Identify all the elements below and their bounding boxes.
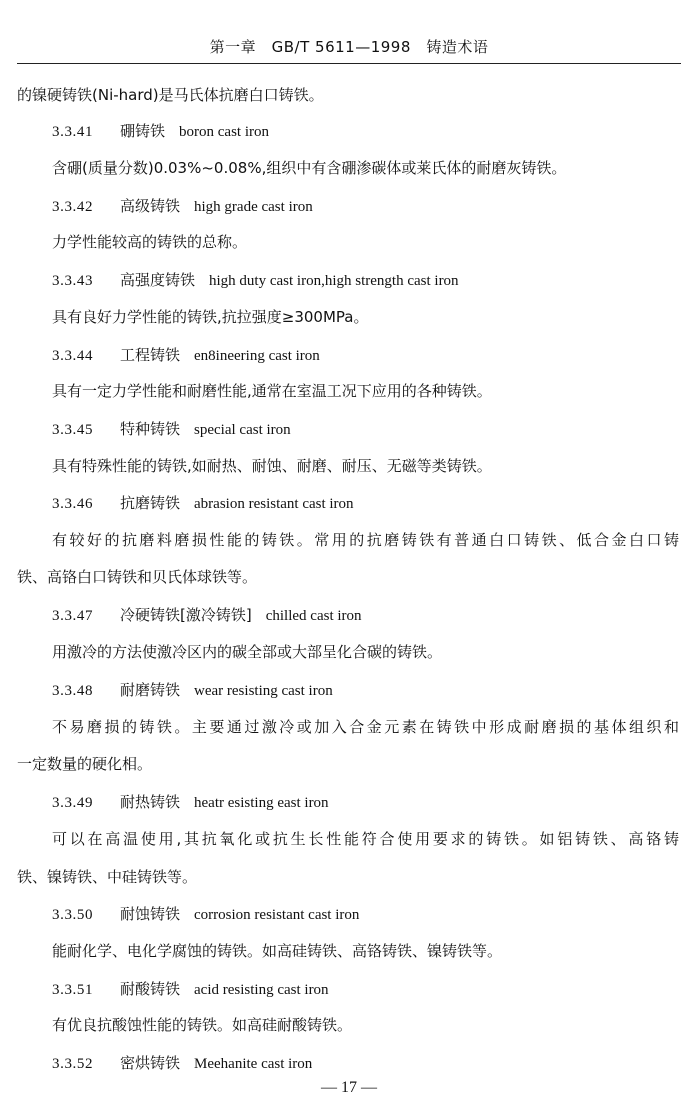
definition-line: 铁、镍铸铁、中硅铸铁等。 (17, 868, 198, 886)
term-number: 3.3.41 (52, 124, 94, 140)
term-en: Meehanite cast iron (194, 1056, 313, 1072)
term-en: acid resisting cast iron (194, 982, 329, 998)
term-zh: 密烘铸铁 (120, 1054, 181, 1072)
term-3-3-50 (52, 903, 359, 926)
term-number: 3.3.42 (52, 199, 94, 215)
term-3-3-43 (52, 269, 459, 292)
term-number: 3.3.47 (52, 608, 94, 624)
term-number: 3.3.48 (52, 683, 94, 699)
definition-line: 具有良好力学性能的铸铁,抗拉强度≥300MPa。 (52, 308, 369, 326)
definition-line: 一定数量的硬化相。 (17, 755, 153, 773)
term-3-3-46 (52, 492, 354, 515)
term-number: 3.3.52 (52, 1056, 94, 1072)
term-en: special cast iron (194, 422, 291, 438)
term-en: en8ineering cast iron (194, 348, 320, 364)
term-en: heatr esisting east iron (194, 795, 329, 811)
term-zh: 特种铸铁 (120, 420, 181, 438)
page-number: — 17 — (321, 1079, 377, 1096)
term-zh: 耐蚀铸铁 (120, 905, 181, 923)
definition-line: 力学性能较高的铸铁的总称。 (52, 233, 248, 251)
term-zh: 冷硬铸铁[激冷铸铁] (120, 606, 252, 624)
definition-line: 可以在高温使用,其抗氧化或抗生长性能符合使用要求的铸铁。如铝铸铁、高铬铸 (52, 830, 679, 848)
term-zh: 耐磨铸铁 (120, 681, 181, 699)
definition-line: 含硼(质量分数)0.03%~0.08%,组织中有含硼渗碳体或莱氏体的耐磨灰铸铁。 (52, 159, 567, 177)
term-zh: 工程铸铁 (120, 346, 181, 364)
term-zh: 高强度铸铁 (120, 271, 196, 289)
definition-line: 不易磨损的铸铁。主要通过激冷或加入合金元素在铸铁中形成耐磨损的基体组织和 (52, 718, 679, 736)
definition-line: 具有特殊性能的铸铁,如耐热、耐蚀、耐磨、耐压、无磁等类铸铁。 (52, 457, 492, 475)
term-number: 3.3.46 (52, 496, 94, 512)
term-3-3-44 (52, 344, 320, 367)
term-number: 3.3.44 (52, 348, 94, 364)
term-number: 3.3.50 (52, 907, 94, 923)
term-en: wear resisting cast iron (194, 683, 333, 699)
page-header (0, 0, 698, 64)
term-en: corrosion resistant cast iron (194, 907, 360, 923)
definition-line: 铁、高铬白口铸铁和贝氏体球铁等。 (17, 568, 258, 586)
definition-line: 有优良抗酸蚀性能的铸铁。如高硅耐酸铸铁。 (52, 1016, 353, 1034)
term-number: 3.3.51 (52, 982, 94, 998)
header-rule (17, 63, 681, 64)
term-zh: 抗磨铸铁 (120, 494, 181, 512)
term-3-3-52 (52, 1052, 312, 1075)
definition-line: 具有一定力学性能和耐磨性能,通常在室温工况下应用的各种铸铁。 (52, 382, 492, 400)
term-en: boron cast iron (179, 124, 269, 140)
intro-line: 的镍硬铸铁(Ni-hard)是马氏体抗磨白口铸铁。 (17, 86, 324, 104)
term-number: 3.3.43 (52, 273, 94, 289)
term-3-3-45 (52, 418, 291, 441)
definition-line: 用激冷的方法使激冷区内的碳全部或大部呈化合碳的铸铁。 (52, 643, 443, 661)
term-en: abrasion resistant cast iron (194, 496, 354, 512)
term-zh: 耐酸铸铁 (120, 980, 181, 998)
term-zh: 硼铸铁 (120, 122, 166, 140)
definition-line: 能耐化学、电化学腐蚀的铸铁。如高硅铸铁、高铬铸铁、镍铸铁等。 (52, 942, 503, 960)
term-3-3-49 (52, 791, 329, 814)
term-en: high grade cast iron (194, 199, 313, 215)
term-3-3-42 (52, 195, 313, 218)
term-zh: 高级铸铁 (120, 197, 181, 215)
term-3-3-47 (52, 604, 362, 627)
term-3-3-51 (52, 978, 329, 1001)
term-3-3-48 (52, 679, 333, 702)
term-zh: 耐热铸铁 (120, 793, 181, 811)
term-en: high duty cast iron,high strength cast iron (209, 273, 459, 289)
header-title: 第一章 GB/T 5611—1998 铸造术语 (209, 38, 489, 56)
term-en: chilled cast iron (265, 608, 362, 624)
term-number: 3.3.49 (52, 795, 94, 811)
term-3-3-41 (52, 120, 269, 143)
term-number: 3.3.45 (52, 422, 94, 438)
definition-line: 有较好的抗磨料磨损性能的铸铁。常用的抗磨铸铁有普通白口铸铁、低合金白口铸 (52, 531, 679, 549)
